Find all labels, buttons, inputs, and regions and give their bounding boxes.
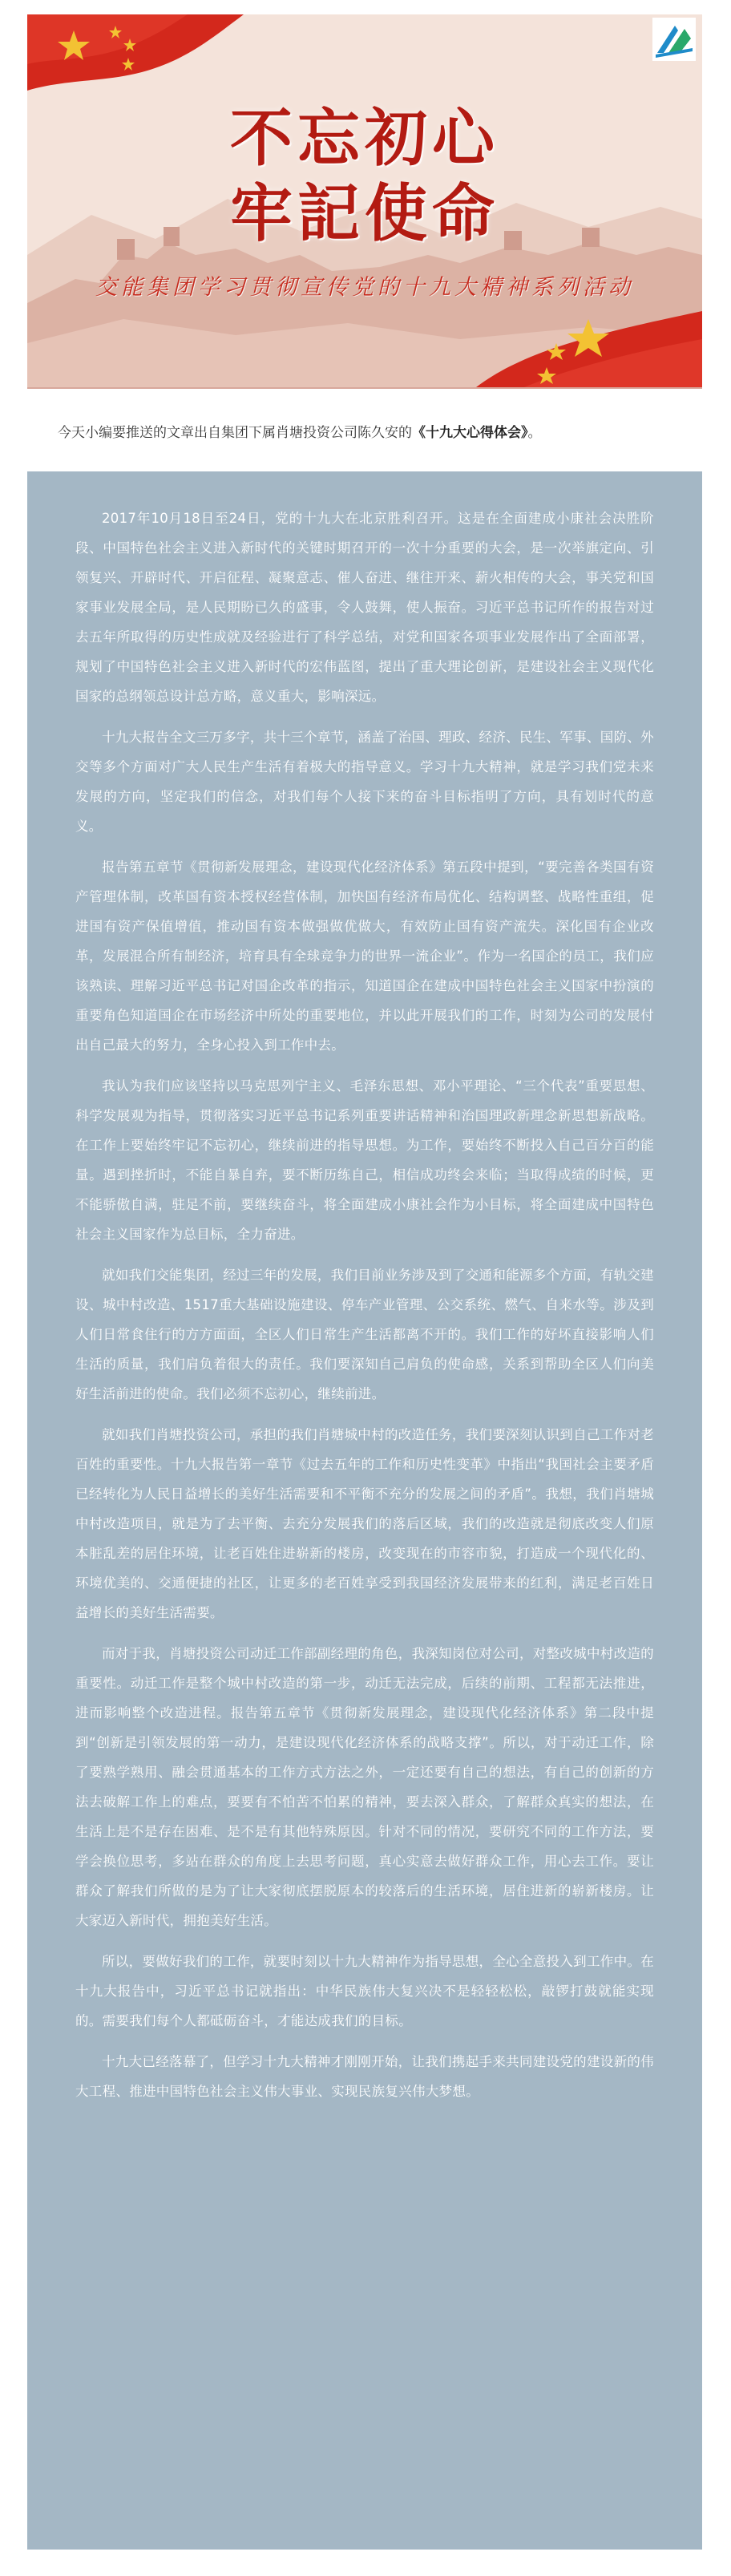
article-paragraph: 所以，要做好我们的工作，就要时刻以十九大精神作为指导思想，全心全意投入到工作中。在十九大报告中，习近平总书记就指出：中华民族伟大复兴决不是轻轻松松，敲锣打鼓就能实现的。需要我们每个人都砥砺奋斗，才能达成我们的目标。 xyxy=(75,1954,654,2028)
company-logo-icon xyxy=(652,18,696,61)
article-paragraph: 2017年10月18日至24日，党的十九大在北京胜利召开。这是在全面建成小康社会决胜阶段、中国特色社会主义进入新时代的关键时期召开的一次十分重要的大会，是一次举旗定向、引领复兴、开辟时代、开启征程、凝聚意志、催人奋进、继往开来、薪火相传的大会，事关党和国家事业发展全局，是人民期盼已久的盛事，令人鼓舞，使人振奋。习近平总书记所作的报告对过去五年所取得的历史性成就及经验进行了科学总结，对党和国家各项事业发展作出了全面部署，规划了中国特色社会主义进入新时代的宏伟蓝图，提出了重大理论创新，是建设社会主义现代化国家的总纲领总设计总方略，意义重大，影响深远。 xyxy=(75,511,654,704)
intro-suffix: 。 xyxy=(527,425,542,441)
article-paragraph: 而对于我，肖塘投资公司动迁工作部副经理的角色，我深知岗位对公司，对整改城中村改造的重要性。动迁工作是整个城中村改造的第一步，动迁无法完成，后续的前期、工程都无法推进，进而影响整个改造进程。报告第五章节《贯彻新发展理念，建设现代化经济体系》第二段中提到“创新是引领发展的第一动力，是建设现代化经济体系的战略支撑”。所以，对于动迁工作，除了要熟学熟用、融会贯通基本的工作方式方法之外，一定还要有自己的想法，有自己的创新的方法去破解工作上的难点，要要有不怕苦不怕累的精神，要去深入群众，了解群众真实的想法，在生活上是不是存在困难、是不是有其他特殊原因。针对不同的情况，要研究不同的工作方法，要学会换位思考，多站在群众的角度上去思考问题，真心实意去做好群众工作，用心去工作。要让群众了解我们所做的是为了让大家彻底摆脱原本的较落后的生活环境，居住进新的崭新楼房。让大家迈入新时代，拥抱美好生活。 xyxy=(75,1646,654,1928)
article-paragraph: 就如我们交能集团，经过三年的发展，我们目前业务涉及到了交通和能源多个方面，有轨交建设、城中村改造、1517重大基础设施建设、停车产业管理、公交系统、燃气、自来水等。涉及到人们日常食住行的方方面面，全区人们日常生产生活都离不开的。我们工作的好坏直接影响人们生活的质量，我们肩负着很大的责任。我们要深知自己肩负的使命感，关系到帮助全区人们向美好生活前进的使命。我们必须不忘初心，继续前进。 xyxy=(75,1268,654,1401)
banner-subtitle: 交能集团学习贯彻宣传党的十九大精神系列活动 xyxy=(95,275,634,300)
article-paragraph: 十九大已经落幕了，但学习十九大精神才刚刚开始，让我们携起手来共同建设党的建设新的伟大工程、推进中国特色社会主义伟大事业、实现民族复兴伟大梦想。 xyxy=(75,2054,654,2099)
intro-book-title: 《十九大心得体会》 xyxy=(412,425,528,441)
article-paragraph: 报告第五章节《贯彻新发展理念，建设现代化经济体系》第五段中提到，“要完善各类国有资产管理体制，改革国有资本授权经营体制，加快国有经济布局优化、结构调整、战略性重组，促进国有资产保值增值，推动国有资本做强做优做大，有效防止国有资产流失。深化国有企业改革，发展混合所有制经济，培育具有全球竞争力的世界一流企业”。作为一名国企的员工，我们应该熟读、理解习近平总书记对国企改革的指示，知道国企在建成中国特色社会主义国家中扮演的重要角色知道国企在市场经济中所处的重要地位，并以此开展我们的工作，时刻为公司的发展付出自己最大的努力，全身心投入到工作中去。 xyxy=(75,859,654,1053)
article-paragraph: 十九大报告全文三万多字，共十三个章节，涵盖了治国、理政、经济、民生、军事、国防、外交等多个方面对广大人民生产生活有着极大的指导意义。学习十九大精神，就是学习我们党未来发展的方向，坚定我们的信念，对我们每个人接下来的奋斗目标指明了方向，具有划时代的意义。 xyxy=(75,730,654,834)
intro-line xyxy=(58,422,683,444)
article-paragraph: 就如我们肖塘投资公司，承担的我们肖塘城中村的改造任务，我们要深刻认识到自己工作对老百姓的重要性。十九大报告第一章节《过去五年的工作和历史性变革》中指出“我国社会主要矛盾已经转化为人民日益增长的美好生活需要和不平衡不充分的发展之间的矛盾”。我想，我们肖塘城中村改造项目，就是为了去平衡、去充分发展我们的落后区域，我们的改造就是彻底改变人们原本脏乱差的居住环境，让老百姓住进崭新的楼房，改变现在的市容市貌，打造成一个现代化的、环境优美的、交通便捷的社区，让更多的老百姓享受到我国经济发展带来的红利，满足老百姓日益增长的美好生活需要。 xyxy=(75,1427,654,1620)
banner-title-line2: 牢記使命 xyxy=(229,177,499,250)
banner-title-line1: 不忘初心 xyxy=(229,102,499,175)
intro-prefix: 今天小编要推送的文章出自集团下属肖塘投资公司陈久安的 xyxy=(58,425,412,441)
article-body xyxy=(27,471,702,2550)
article-paragraph: 我认为我们应该坚持以马克思列宁主义、毛泽东思想、邓小平理论、“三个代表”重要思想、科学发展观为指导，贯彻落实习近平总书记系列重要讲话精神和治国理政新理念新思想新战略。在工作上要始终牢记不忘初心，继续前进的指导思想。为工作，要始终不断投入自己百分百的能量。遇到挫折时，不能自暴自弃，要不断历练自己，相信成功终会来临；当取得成绩的时候，更不能骄傲自满，驻足不前，要继续奋斗，将全面建成小康社会作为小目标，将全面建成中国特色社会主义国家作为总目标，全力奋进。 xyxy=(75,1078,654,1242)
header-banner xyxy=(27,14,702,389)
